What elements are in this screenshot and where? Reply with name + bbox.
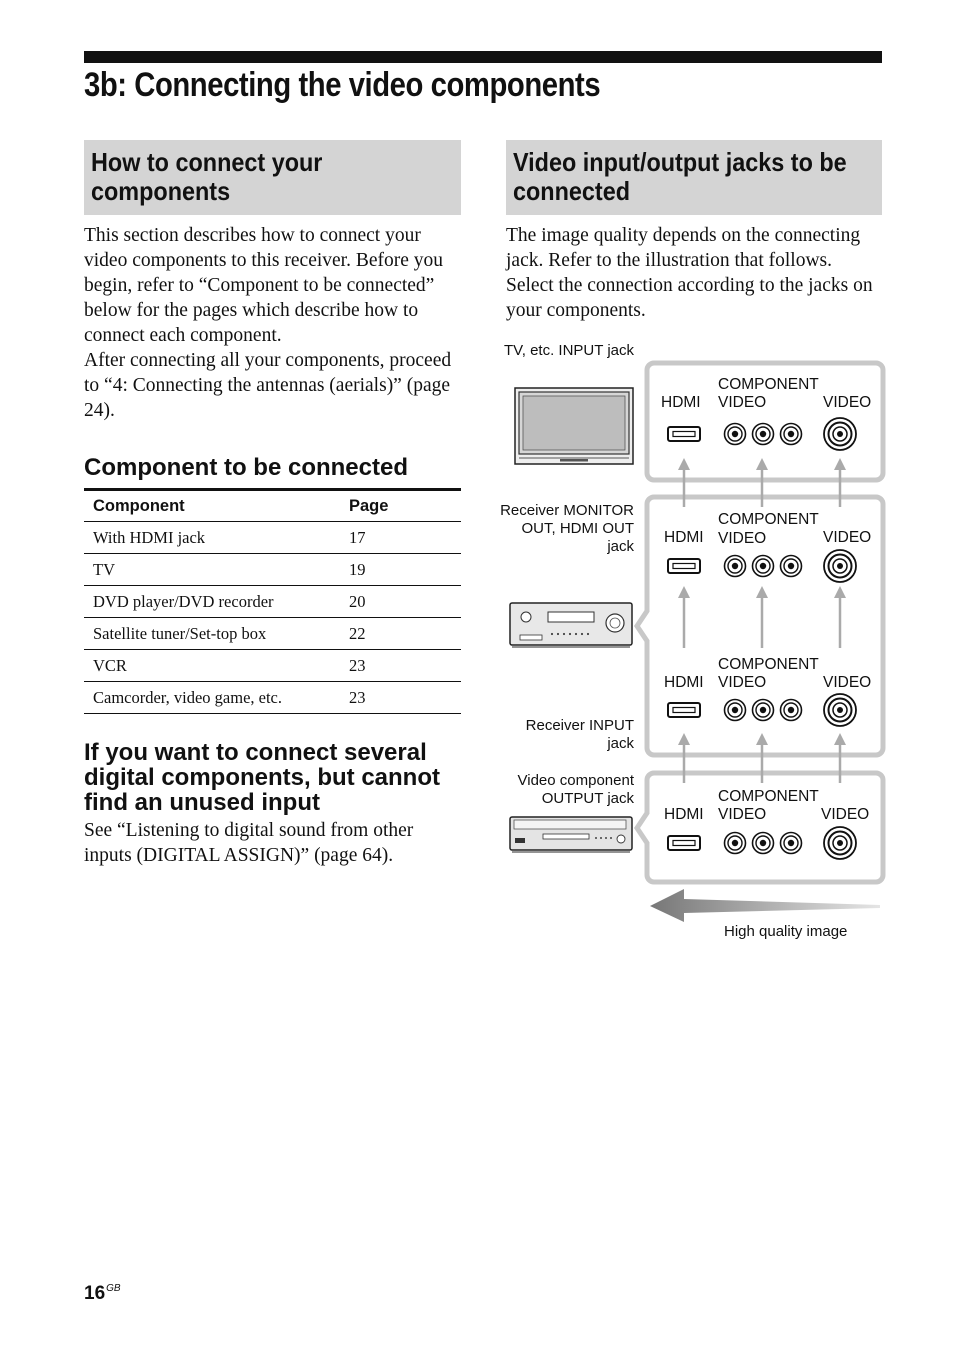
hdmi-jack-icon <box>668 836 700 850</box>
hdmi-label: HDMI <box>661 394 701 411</box>
component-jack-icon <box>781 556 802 577</box>
section-heading-how-to-connect: How to connect your components <box>84 140 461 215</box>
hdmi-label: HDMI <box>664 529 704 546</box>
table-cell: TV <box>84 554 340 586</box>
component-jack-icon <box>725 556 746 577</box>
video-label: VIDEO <box>823 529 872 546</box>
component-label: COMPONENT <box>718 656 819 673</box>
page-title: 3b: Connecting the video components <box>84 66 601 104</box>
hdmi-label: HDMI <box>664 674 704 691</box>
quality-arrow-icon <box>650 889 880 922</box>
digital-components-text: See “Listening to digital sound from other inputs (DIGITAL ASSIGN)” (page 64). <box>84 820 414 866</box>
hdmi-label: HDMI <box>664 806 704 823</box>
table-cell: 22 <box>340 618 461 650</box>
table-cell: 23 <box>340 650 461 682</box>
video-jack-icon <box>824 418 856 450</box>
video-component-icon <box>510 817 632 852</box>
component-jack-icon <box>753 424 774 445</box>
table-cell: 17 <box>340 522 461 554</box>
component-jack-icon <box>753 700 774 721</box>
video-label: VIDEO <box>823 394 872 411</box>
component-table <box>84 488 461 714</box>
video-jack-icon <box>824 827 856 859</box>
table-row <box>84 618 461 650</box>
column-header-page: Page <box>340 490 461 522</box>
intro-paragraph-1: This section describes how to connect your video components to this receiver. Before you begin, refer to “Component to be connected” below for the pages which describe how to connect each component. <box>84 225 444 346</box>
hdmi-jack-icon <box>668 559 700 573</box>
component-video-label: VIDEO <box>718 394 767 411</box>
video-jack-icon <box>824 694 856 726</box>
section-heading-video-jacks: Video input/output jacks to be connected <box>506 140 882 215</box>
component-label: COMPONENT <box>718 788 819 805</box>
component-video-label: VIDEO <box>718 806 767 823</box>
hdmi-jack-icon <box>668 703 700 717</box>
table-row <box>84 682 461 714</box>
component-jack-icon <box>725 424 746 445</box>
quality-label: High quality image <box>724 923 848 940</box>
component-jack-icon <box>781 424 802 445</box>
component-table-heading: Component to be connected <box>84 454 408 481</box>
table-row <box>84 522 461 554</box>
component-label: COMPONENT <box>718 511 819 528</box>
component-jack-icon <box>725 700 746 721</box>
component-jack-icon <box>753 556 774 577</box>
table-cell: Satellite tuner/Set-top box <box>84 618 340 650</box>
video-output-label: Video component OUTPUT jack <box>517 772 634 807</box>
table-cell: 19 <box>340 554 461 586</box>
region-code: GB <box>106 1283 121 1294</box>
receiver-input-label: Receiver INPUT jack <box>525 717 634 752</box>
video-jack-icon <box>824 550 856 582</box>
video-jacks-diagram <box>500 330 890 950</box>
page-number: $16^{GB}$ <box>84 1283 121 1304</box>
tv-input-label: TV, etc. INPUT jack <box>503 342 634 359</box>
intro-paragraph-2: After connecting all your components, proceed to “4: Connecting the antennas (aerials)” (page 24). <box>84 350 452 421</box>
component-label: COMPONENT <box>718 376 819 393</box>
title-rule <box>84 51 882 63</box>
hdmi-jack-icon <box>668 427 700 441</box>
table-cell: VCR <box>84 650 340 682</box>
table-cell: 23 <box>340 682 461 714</box>
table-row <box>84 650 461 682</box>
video-jacks-intro: The image quality depends on the connecting jack. Refer to the illustration that follows. Select the connection according to the jacks on your components. <box>506 225 873 321</box>
receiver-icon <box>510 603 632 647</box>
component-jack-icon <box>753 833 774 854</box>
component-jack-icon <box>781 833 802 854</box>
digital-components-heading: If you want to connect several digital components, but cannot find an unused input <box>84 739 440 816</box>
component-video-label: VIDEO <box>718 530 767 547</box>
video-label: VIDEO <box>823 674 872 691</box>
table-row <box>84 586 461 618</box>
table-row <box>84 554 461 586</box>
table-cell: 20 <box>340 586 461 618</box>
video-label: VIDEO <box>821 806 870 823</box>
column-header-component: Component <box>84 490 340 522</box>
table-header-row <box>84 490 461 522</box>
component-jack-icon <box>781 700 802 721</box>
component-jack-icon <box>725 833 746 854</box>
table-cell: Camcorder, video game, etc. <box>84 682 340 714</box>
table-cell: DVD player/DVD recorder <box>84 586 340 618</box>
component-video-label: VIDEO <box>718 674 767 691</box>
tv-icon <box>515 388 633 464</box>
receiver-output-label: Receiver MONITOR OUT, HDMI OUT jack <box>500 502 634 555</box>
table-cell: With HDMI jack <box>84 522 340 554</box>
